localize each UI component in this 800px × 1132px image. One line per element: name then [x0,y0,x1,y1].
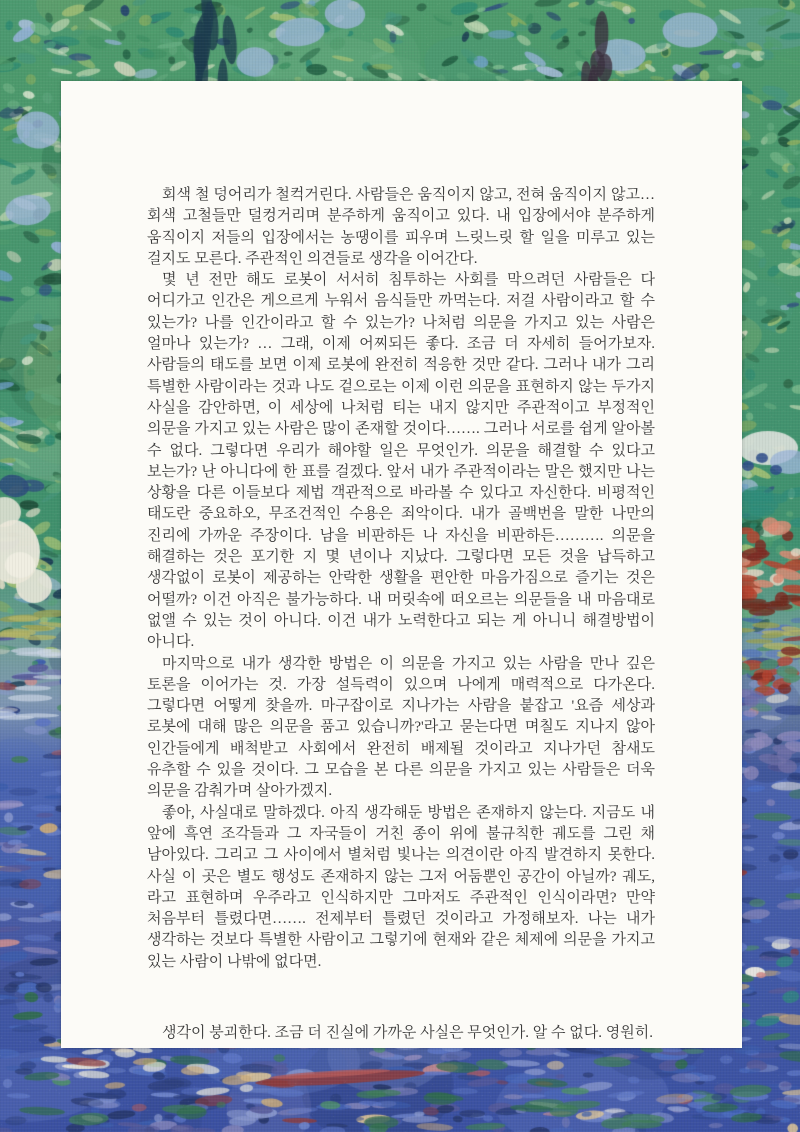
document-page [61,81,742,1048]
closing-line: 생각이 붕괴한다. 조금 더 진실에 가까운 사실은 무엇인가. 알 수 없다. 영원히. [162,1024,653,1041]
paragraph: 좋아, 사실대로 말하겠다. 아직 생각해둔 방법은 존재하지 않는다. 지금도 내 앞에 흑연 조각들과 그 자국들이 거친 종이 위에 불규칙한 궤도를 그린 채 남아있다. 그리고 그 사이에서 별처럼 빛나는 의견이란 아직 발견하지 못한다. 사실 이 곳은 별도 행성도 존재하지 않는 그저 어둠뿐인 공간이 아닐까? 궤도, 라고 표현하며 우주라고 인식하지만 그마저도 주관적인 인식이라면? 만약 처음부터 틀렸다면……. 전제부터 틀렸던 것이라고 가정해보자. 나는 내가 생각하는 것보다 특별한 사람이고 그렇기에 현재와 같은 체제에 의문을 가지고 있는 사람이 나밖에 없다면. [147,804,655,970]
paragraph: 몇 년 전만 해도 로봇이 서서히 침투하는 사회를 막으려던 사람들은 다 어디가고 인간은 게으르게 누워서 음식들만 까먹는다. 저걸 사람이라고 할 수 있는가? 나를 인간이라고 할 수 있는가? 나처럼 의문을 가지고 있는 사람은 얼마나 있는가? … 그래, 이제 어찌되든 좋다. 조금 더 자세히 들어가보자. 사람들의 태도를 보면 이제 로봇에 완전히 적응한 것만 같다. 그러나 내가 그리 특별한 사람이라는 것과 나도 겉으로는 이제 이런 의문을 표현하지 않는 두가지 사실을 감안하면, 이 세상에 나처럼 티는 내지 않지만 주관적이고 부정적인 의문을 가지고 있는 사람은 많이 존재할 것이다……. 그러나 서로를 쉽게 알아볼 수 없다. 그렇다면 우리가 해야할 일은 무엇인가. 의문을 해결할 수 있다고 보는가? 난 아니다에 한 표를 걸겠다. 앞서 내가 주관적이라는 말은 했지만 나는 상황을 다른 이들보다 제법 객관적으로 바라볼 수 있다고 자신한다. 비평적인 태도란 중요하오, 무조건적인 수용은 죄악이다. 내가 골백번을 말한 나만의 진리에 가까운 주장이다. 남을 비판하든 나 자신을 비판하든………. 의문을 해결하는 것은 포기한 지 몇 년이나 지났다. 그렇다면 모든 것을 납득하고 생각없이 로봇이 제공하는 안락한 생활을 편안한 마음가짐으로 즐기는 것은 어떨까? 이건 아직은 불가능하다. 내 머릿속에 떠오르는 의문들을 내 마음대로 없앨 수 있는 것이 아니다. 이건 내가 노력한다고 되는 게 아니니 해결방법이 아니다. [147,272,655,651]
paragraph: 마지막으로 내가 생각한 방법은 이 의문을 가지고 있는 사람을 만나 깊은 토론을 이어가는 것. 가장 설득력이 있으며 나에게 매력적으로 다가온다. 그렇다면 어떻게 찾을까. 마구잡이로 지나가는 사람을 붙잡고 '요즘 세상과 로봇에 대해 많은 의문을 품고 있습니까?'라고 묻는다면 며칠도 지나지 않아 인간들에게 배척받고 사회에서 완전히 배제될 것이라고 지나가던 참새도 유추할 수 있을 것이다. 그 모습을 본 다른 의문을 가지고 있는 사람들은 더욱 의문을 감춰가며 살아가겠지. [147,655,655,800]
document-body [147,185,655,1044]
paragraph: 회색 철 덩어리가 철컥거린다. 사람들은 움직이지 않고, 전혀 움직이지 않고… 회색 고철들만 덜컹거리며 분주하게 움직이고 있다. 내 입장에서야 분주하게 움직이지 저들의 입장에서는 농땡이를 피우며 느릿느릿 할 일을 미루고 있는 걸지도 모른다. 주관적인 의견들로 생각을 이어간다. [147,187,655,267]
